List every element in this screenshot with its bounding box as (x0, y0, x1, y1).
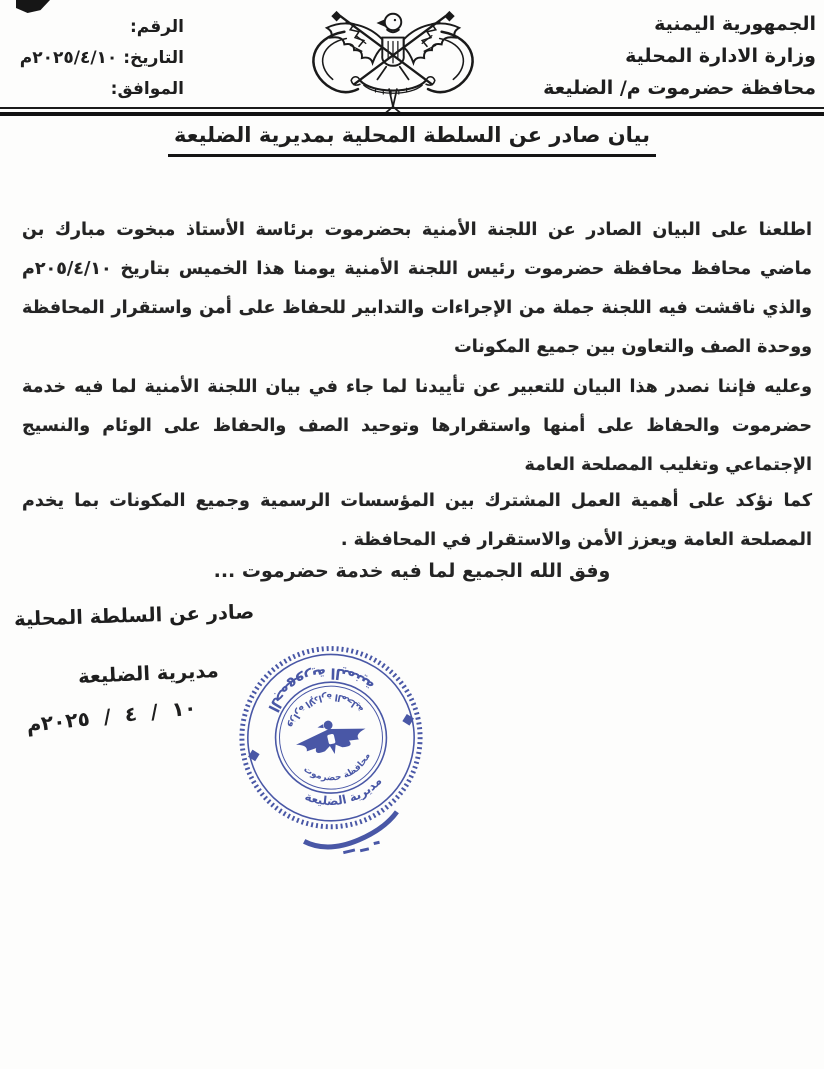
stamp-bottom-text: مديرية الضليعة (303, 773, 385, 809)
header-divider-thick (0, 112, 824, 116)
date-label: التاريخ: (123, 48, 184, 68)
document-title-wrap (0, 123, 824, 157)
stamp-inner-bottom-text: محافظة حضرموت (301, 751, 373, 784)
official-round-stamp (213, 622, 457, 889)
signature-issuer: صادر عن السلطة المحلية (13, 600, 255, 631)
letterhead-governorate: محافظة حضرموت م/ الضليعة (543, 77, 816, 99)
letterhead-country: الجمهورية اليمنية (654, 13, 816, 35)
matching-date-row (16, 74, 184, 105)
letterhead-ministry: وزارة الادارة المحلية (625, 45, 816, 67)
date-value: ٢٠٢٥/٤/١٠م (19, 48, 118, 68)
stamp-top-text: الجمهورية اليمنية (264, 664, 378, 716)
stamp-inner-top-text: وزارة الإدارة المحلية (285, 690, 367, 730)
matching-date-label: الموافق: (110, 79, 184, 99)
body-paragraph-2: وعليه فإننا نصدر هذا البيان للتعبير عن تأييدنا لما جاء في بيان اللجنة الأمنية لما فيه خدمة حضرموت والحفاظ على أمنها واستقرارها وتوحيد الصف والحفاظ على الوئام والنسيج الإجتماعي وتغليب المصلحة العامة (22, 376, 812, 475)
signature-date: ١٠ / ٤ / ٢٠٢٥م (25, 695, 198, 737)
header-divider-thin (0, 107, 824, 109)
body-paragraph-1: اطلعنا على البيان الصادر عن اللجنة الأمنية بحضرموت برئاسة الأستاذ مبخوت مبارك بن ماضي محافظ محافظة حضرموت رئيس اللجنة الأمنية يومنا هذا الخميس بتاريخ ٢٠٥/٤/١٠م والذي ناقشت فيه اللجنة جملة من الإجراءات والتدابير للحفاظ على أمن واستقرار المحافظة ووحدة الصف والتعاون بين جميع المكونات (22, 219, 812, 357)
document-title: بيان صادر عن السلطة المحلية بمديرية الضليعة (168, 123, 656, 157)
header-reference-block (16, 12, 184, 105)
date-row (16, 43, 184, 74)
stamp-center-eagle-icon (292, 713, 369, 762)
header-letterhead-block (543, 8, 816, 104)
closing-line: وفق الله الجميع لما فيه خدمة حضرموت ... (213, 560, 611, 582)
signature-directorate: مديرية الضليعة (77, 658, 220, 689)
body-paragraph-3: كما نؤكد على أهمية العمل المشترك بين المؤسسات الرسمية وجميع المكونات بما يخدم المصلحة العامة ويعزز الأمن والاستقرار في المحافظة . (22, 490, 812, 550)
yemen-eagle-emblem-icon (286, 2, 500, 114)
reference-number-row (16, 12, 184, 43)
reference-number-label: الرقم: (129, 17, 184, 37)
